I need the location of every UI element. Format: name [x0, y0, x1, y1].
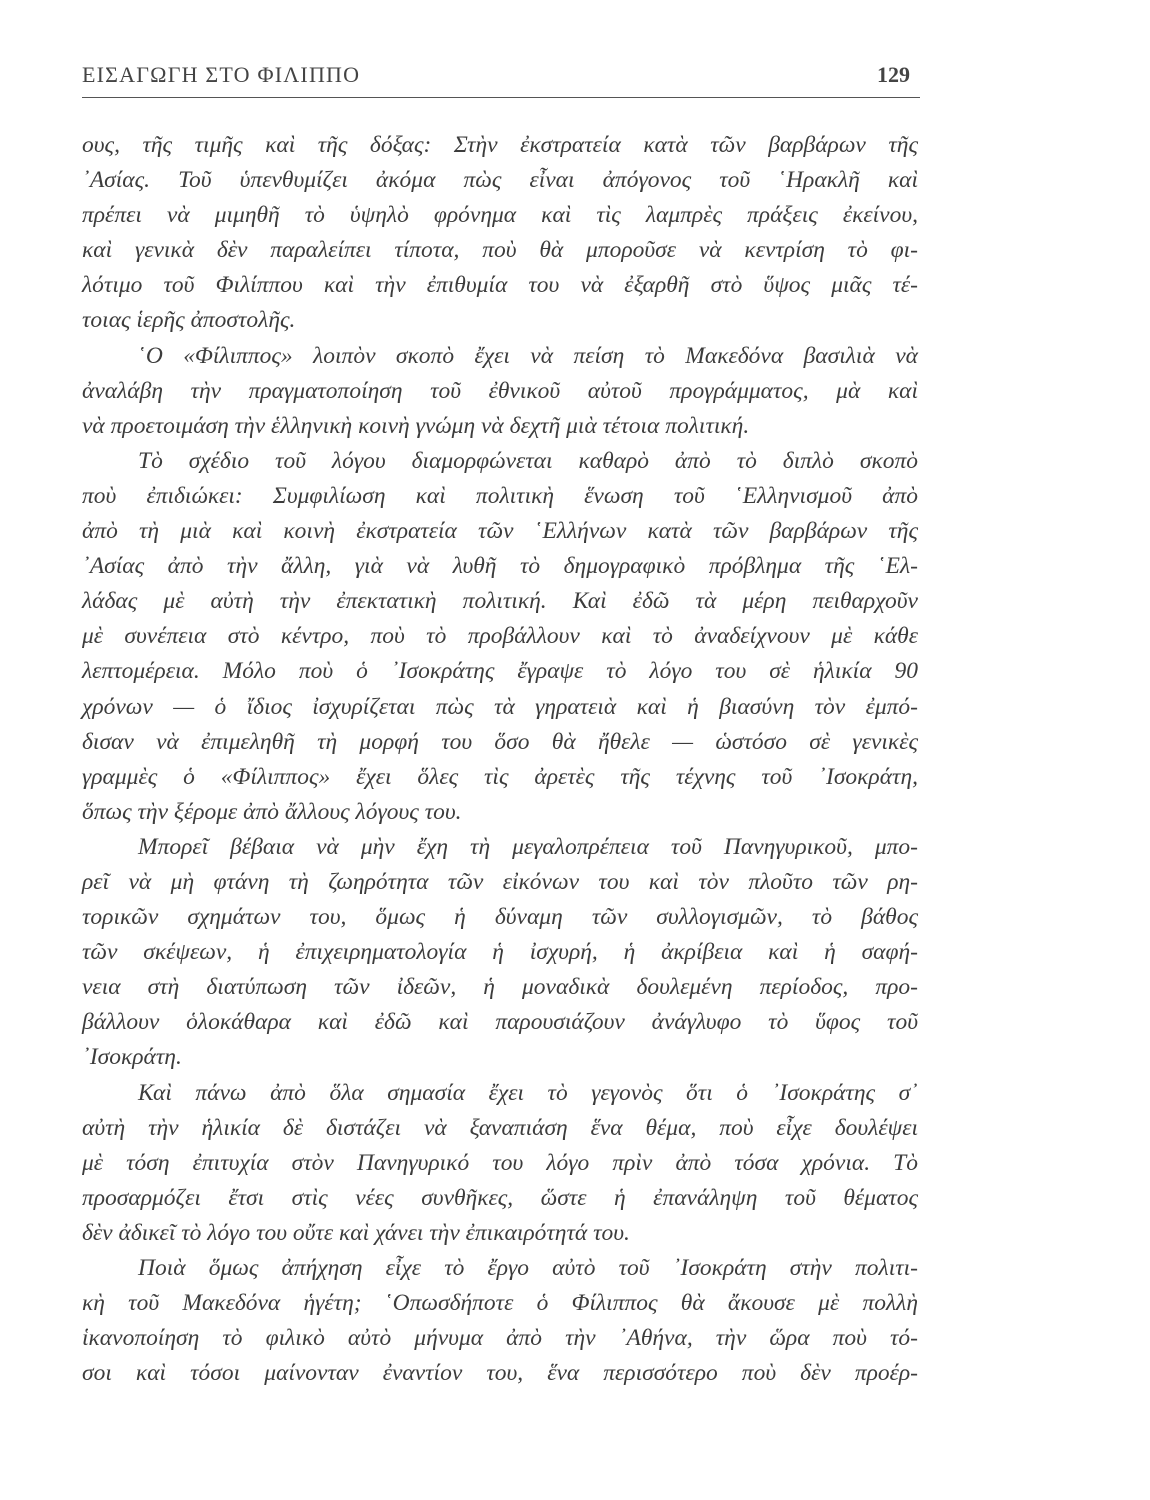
text-line: λάδας μὲ αὐτὴ τὴν ἐπεκτατικὴ πολιτική. Καὶ ἐδῶ τὰ μέρη πειθαρχοῦν — [82, 588, 918, 615]
text-line: ους, τῆς τιμῆς καὶ τῆς δόξας: Στὴν ἐκστρατεία κατὰ τῶν βαρβάρων τῆς — [82, 132, 918, 158]
text-line: Καὶ πάνω ἀπὸ ὅλα σημασία ἔχει τὸ γεγονὸς ὅτι ὁ ᾿Ισοκράτης σ᾿ — [138, 1079, 918, 1106]
text-line: ἀπὸ τὴ μιὰ καὶ κοινὴ ἐκστρατεία τῶν ῾Ελλήνων κατὰ τῶν βαρβάρων τῆς — [82, 518, 918, 545]
text-line: νεια στὴ διατύπωση τῶν ἰδεῶν, ἡ μοναδικὰ δουλεμένη περίοδος, προ- — [82, 974, 918, 1001]
text-line: δὲν ἀδικεῖ τὸ λόγο του οὔτε καὶ χάνει τὴν ἐπικαιρότητά του. — [82, 1219, 630, 1246]
text-line: ᾿Ισοκράτη. — [82, 1044, 182, 1071]
text-line: τῶν σκέψεων, ἡ ἐπιχειρηματολογία ἡ ἰσχυρή, ἡ ἀκρίβεια καὶ ἡ σαφή- — [82, 939, 918, 966]
body-text — [82, 128, 918, 1391]
text-line: ᾿Ασίας ἀπὸ τὴν ἄλλη, γιὰ νὰ λυθῆ τὸ δημογραφικὸ πρόβλημα τῆς ῾Ελ- — [82, 553, 918, 580]
text-line: ὅπως τὴν ξέρομε ἀπὸ ἄλλους λόγους του. — [82, 798, 462, 825]
text-line: τορικῶν σχημάτων του, ὅμως ἡ δύναμη τῶν συλλογισμῶν, τὸ βάθος — [82, 904, 918, 931]
text-line: ἀναλάβη τὴν πραγματοποίηση τοῦ ἐθνικοῦ αὐτοῦ προγράμματος, μὰ καὶ — [82, 377, 918, 404]
text-line: αὐτὴ τὴν ἡλικία δὲ διστάζει νὰ ξαναπιάση ἕνα θέμα, ποὺ εἶχε δουλέψει — [82, 1114, 918, 1141]
text-line: βάλλουν ὁλοκάθαρα καὶ ἐδῶ καὶ παρουσιάζουν ἀνάγλυφο τὸ ὕφος τοῦ — [82, 1009, 918, 1036]
text-line: Ποιὰ ὅμως ἀπήχηση εἶχε τὸ ἔργο αὐτὸ τοῦ ᾿Ισοκράτη στὴν πολιτι- — [138, 1255, 918, 1281]
running-head — [82, 62, 914, 92]
text-line: τοιας ἱερῆς ἀποστολῆς. — [82, 307, 296, 334]
text-line: ᾿Ασίας. Τοῦ ὑπενθυμίζει ἀκόμα πὼς εἶναι ἀπόγονος τοῦ ῾Ηρακλῆ καὶ — [82, 167, 918, 194]
text-line: ἱκανοποίηση τὸ φιλικὸ αὐτὸ μήνυμα ἀπὸ τὴν ᾿Αθήνα, τὴν ὥρα ποὺ τό- — [82, 1325, 918, 1352]
text-line: μὲ συνέπεια στὸ κέντρο, ποὺ τὸ προβάλλουν καὶ τὸ ἀναδείχνουν μὲ κάθε — [82, 623, 918, 650]
text-line: Τὸ σχέδιο τοῦ λόγου διαμορφώνεται καθαρὸ ἀπὸ τὸ διπλὸ σκοπὸ — [138, 447, 918, 474]
page-number: 129 — [877, 62, 910, 87]
text-line: πρέπει νὰ μιμηθῆ τὸ ὑψηλὸ φρόνημα καὶ τὶς λαμπρὲς πράξεις ἐκείνου, — [82, 202, 918, 229]
text-line: κὴ τοῦ Μακεδόνα ἡγέτη; ῾Οπωσδήποτε ὁ Φίλιππος θὰ ἄκουσε μὲ πολλὴ — [82, 1290, 918, 1317]
text-line: μὲ τόση ἐπιτυχία στὸν Πανηγυρικό του λόγο πρὶν ἀπὸ τόσα χρόνια. Τὸ — [82, 1149, 918, 1176]
text-line: σοι καὶ τόσοι μαίνονταν ἐναντίον του, ἕνα περισσότερο ποὺ δὲν προέρ- — [82, 1360, 918, 1387]
text-line: χρόνων — ὁ ἴδιος ἰσχυρίζεται πὼς τὰ γηρατειὰ καὶ ἡ βιασύνη τὸν ἐμπό- — [82, 693, 918, 720]
text-line: νὰ προετοιμάση τὴν ἑλληνικὴ κοινὴ γνώμη νὰ δεχτῆ μιὰ τέτοια πολιτική. — [82, 412, 750, 439]
text-line: δισαν νὰ ἐπιμεληθῆ τὴ μορφή του ὅσο θὰ ἤθελε — ὡστόσο σὲ γενικὲς — [82, 728, 918, 755]
text-line: προσαρμόζει ἔτσι στὶς νέες συνθῆκες, ὥστε ἡ ἐπανάληψη τοῦ θέματος — [82, 1184, 918, 1211]
text-line: λότιμο τοῦ Φιλίππου καὶ τὴν ἐπιθυμία του νὰ ἐξαρθῆ στὸ ὕψος μιᾶς τέ- — [82, 272, 918, 299]
text-line: λεπτομέρεια. Μόλο ποὺ ὁ ᾿Ισοκράτης ἔγραψε τὸ λόγο του σὲ ἡλικία 90 — [82, 658, 918, 685]
text-line: γραμμὲς ὁ «Φίλιππος» ἔχει ὅλες τὶς ἀρετὲς τῆς τέχνης τοῦ ᾿Ισοκράτη, — [82, 763, 918, 790]
header-rule — [82, 97, 920, 98]
running-head-title: ΕΙΣΑΓΩΓΗ ΣΤΟ ΦΙΛΙΠΠΟ — [82, 62, 361, 87]
text-line: καὶ γενικὰ δὲν παραλείπει τίποτα, ποὺ θὰ μποροῦσε νὰ κεντρίση τὸ φι- — [82, 237, 918, 264]
text-line: Μπορεῖ βέβαια νὰ μὴν ἔχη τὴ μεγαλοπρέπεια τοῦ Πανηγυρικοῦ, μπο- — [138, 833, 918, 860]
text-line: ῾Ο «Φίλιππος» λοιπὸν σκοπὸ ἔχει νὰ πείση τὸ Μακεδόνα βασιλιὰ νὰ — [138, 342, 918, 369]
text-line: ρεῖ νὰ μὴ φτάνη τὴ ζωηρότητα τῶν εἰκόνων του καὶ τὸν πλοῦτο τῶν ρη- — [82, 868, 918, 895]
text-line: ποὺ ἐπιδιώκει: Συμφιλίωση καὶ πολιτικὴ ἕνωση τοῦ ῾Ελληνισμοῦ ἀπὸ — [82, 482, 918, 509]
